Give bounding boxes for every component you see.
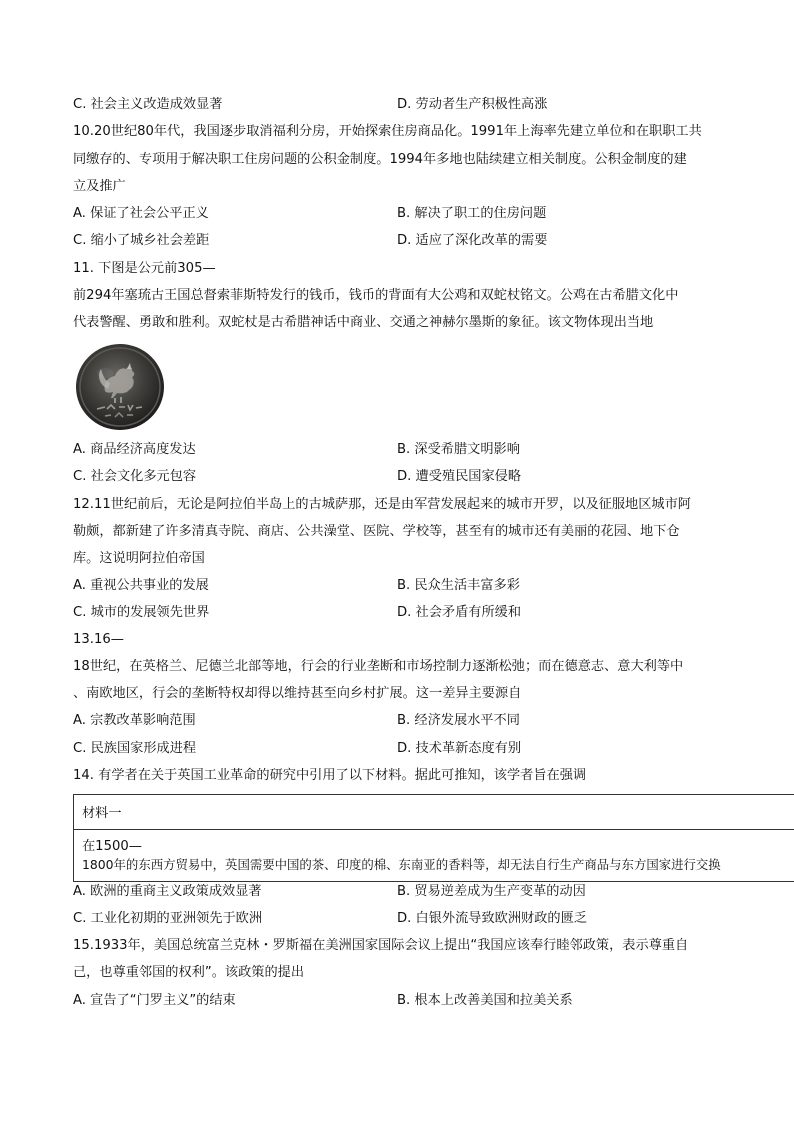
q15-stem-line-2: 己，也尊重邻国的权利”。该政策的提出 bbox=[73, 965, 305, 980]
q11-stem-line-3: 代表警醒、勇敢和胜利。双蛇杖是古希腊神话中商业、交通之神赫尔墨斯的象征。该文物体现出当地 bbox=[73, 315, 654, 330]
q15-option-b: B. 根本上改善美国和拉美关系 bbox=[397, 993, 573, 1008]
q10-stem-line-2: 同缴存的、专项用于解决职工住房问题的公积金制度。1994年多地也陆续建立相关制度。公积金制度的建 bbox=[73, 152, 687, 167]
q13-option-a: A. 宗教改革影响范围 bbox=[73, 713, 196, 728]
q13-option-d: D. 技术革新态度有别 bbox=[397, 741, 522, 756]
material-line-2: 1800年的东西方贸易中，英国需要中国的茶、印度的棉、东南亚的香料等，却无法自行生产商品与东方国家进行交换 bbox=[82, 857, 721, 872]
q13-option-c: C. 民族国家形成进程 bbox=[73, 741, 197, 756]
q14-stem-line-1: 14. 有学者在关于英国工业革命的研究中引用了以下材料。据此可推知，该学者旨在强调 bbox=[73, 768, 587, 783]
material-box bbox=[73, 794, 794, 882]
material-title: 材料一 bbox=[82, 806, 122, 821]
q14-option-b: B. 贸易逆差成为生产变革的动因 bbox=[397, 884, 586, 899]
q12-option-b: B. 民众生活丰富多彩 bbox=[397, 578, 520, 593]
q12-option-c: C. 城市的发展领先世界 bbox=[73, 605, 210, 620]
q10-stem-line-3: 立及推广 bbox=[73, 179, 126, 194]
q11-option-b: B. 深受希腊文明影响 bbox=[397, 442, 520, 457]
material-divider bbox=[74, 829, 794, 830]
q11-option-c: C. 社会文化多元包容 bbox=[73, 469, 197, 484]
q11-stem-line-2: 前294年塞琉古王国总督索菲斯特发行的钱币，钱币的背面有大公鸡和双蛇杖铭文。公鸡在古希腊文化中 bbox=[73, 288, 679, 303]
q15-option-a: A. 宣告了“门罗主义”的结束 bbox=[73, 993, 236, 1008]
q10-option-a: A. 保证了社会公平正义 bbox=[73, 206, 209, 221]
ancient-coin-rooster-icon bbox=[75, 343, 165, 431]
q13-stem-line-3: 、南欧地区，行会的垄断特权却得以维持甚至向乡村扩展。这一差异主要源自 bbox=[73, 686, 522, 701]
q14-option-c: C. 工业化初期的亚洲领先于欧洲 bbox=[73, 911, 263, 926]
q10-option-b: B. 解决了职工的住房问题 bbox=[397, 206, 547, 221]
q12-stem-line-2: 勒颇，都新建了许多清真寺院、商店、公共澡堂、医院、学校等，甚至有的城市还有美丽的花园、地下仓 bbox=[73, 524, 680, 539]
q10-stem-line-1: 10.20世纪80年代，我国逐步取消福利分房，开始探索住房商品化。1991年上海率先建立单位和在职职工共 bbox=[73, 124, 702, 139]
q10-option-c: C. 缩小了城乡社会差距 bbox=[73, 233, 210, 248]
q13-option-b: B. 经济发展水平不同 bbox=[397, 713, 520, 728]
q12-option-d: D. 社会矛盾有所缓和 bbox=[397, 605, 522, 620]
q14-option-d: D. 白银外流导致欧洲财政的匮乏 bbox=[397, 911, 587, 926]
q14-option-a: A. 欧洲的重商主义政策成效显著 bbox=[73, 884, 262, 899]
q11-stem-line-1: 11. 下图是公元前305— bbox=[73, 261, 216, 276]
q15-stem-line-1: 15.1933年，美国总统富兰克林・罗斯福在美洲国家国际会议上提出“我国应该奉行睦邻政策，表示尊重自 bbox=[73, 938, 689, 953]
q9-option-d: D. 劳动者生产积极性高涨 bbox=[397, 97, 548, 112]
q10-option-d: D. 适应了深化改革的需要 bbox=[397, 233, 548, 248]
q12-stem-line-3: 库。这说明阿拉伯帝国 bbox=[73, 551, 205, 566]
q12-option-a: A. 重视公共事业的发展 bbox=[73, 578, 209, 593]
q13-stem-line-1: 13.16— bbox=[73, 632, 124, 647]
material-line-1: 在1500— bbox=[82, 839, 142, 854]
q11-option-d: D. 遭受殖民国家侵略 bbox=[397, 469, 522, 484]
q12-stem-line-1: 12.11世纪前后，无论是阿拉伯半岛上的古城萨那，还是由军营发展起来的城市开罗，以及征服地区城市阿 bbox=[73, 497, 691, 512]
q13-stem-line-2: 18世纪，在英格兰、尼德兰北部等地，行会的行业垄断和市场控制力逐渐松弛；而在德意志、意大利等中 bbox=[73, 659, 684, 674]
q9-option-c: C. 社会主义改造成效显著 bbox=[73, 97, 223, 112]
q11-option-a: A. 商品经济高度发达 bbox=[73, 442, 196, 457]
